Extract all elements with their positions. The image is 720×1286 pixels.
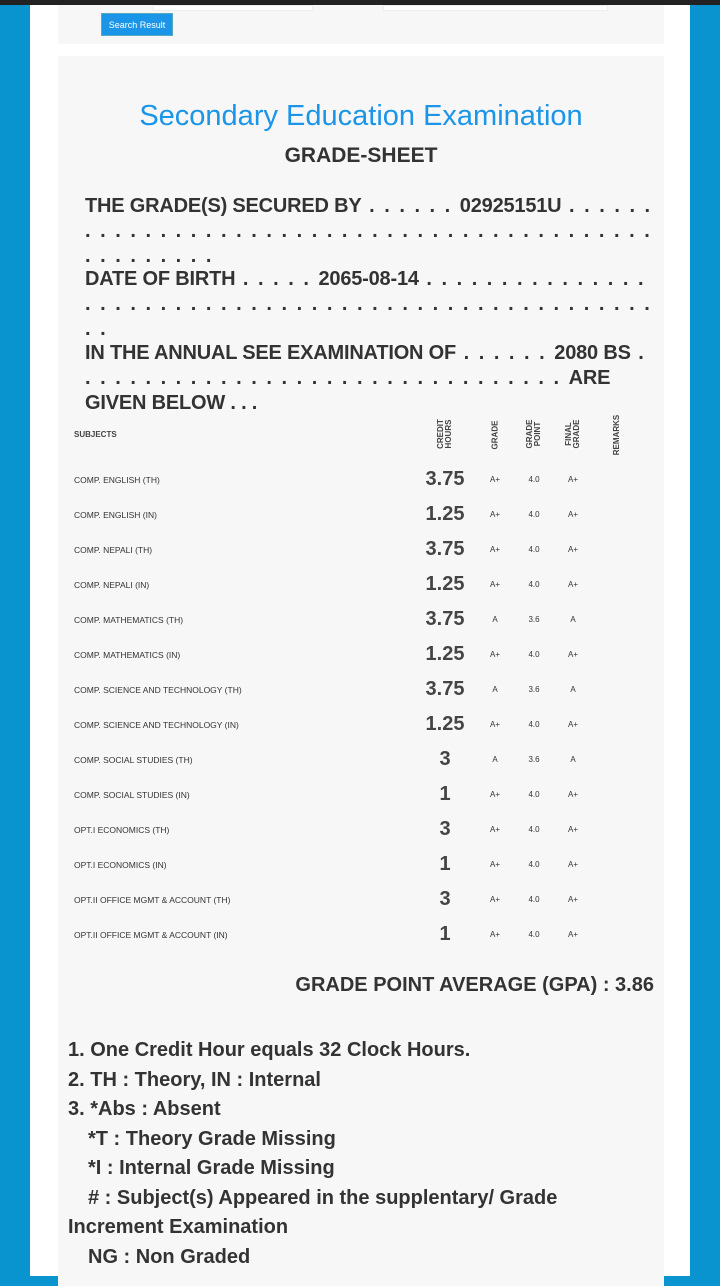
table-header: [64, 406, 642, 462]
remarks-cell: [592, 917, 642, 952]
credit-hours-cell: 3.75: [425, 468, 465, 490]
credit-hours-cell: 1.25: [425, 643, 465, 665]
dob-line: DATE OF BIRTH . . . . . 2065-08-14 . . . . . . . . . . . . . . . . . . . . . . . . . . . . . . . . . . . . . . . . . . . . . . . . . . . . . . .: [85, 268, 652, 340]
final-grade-cell: A+: [567, 860, 578, 869]
subject-cell: COMP. ENGLISH (IN): [74, 509, 157, 520]
exam-line: IN THE ANNUAL SEE EXAMINATION OF . . . . . . 2080 BS . . . . . . . . . . . . . . . . . . . . . . . . . . . . . . . . . ARE GIVEN BELOW . . .: [85, 342, 646, 414]
final-grade-cell: A+: [567, 790, 578, 799]
final-grade-cell: A+: [567, 650, 578, 659]
grade-cell: A+: [489, 790, 500, 799]
grade-point-cell: 3.6: [528, 755, 540, 764]
header-remarks: REMARKS: [611, 414, 621, 455]
header-credit-hours: CREDIT HOURS: [436, 419, 453, 449]
final-grade-cell: A+: [567, 510, 578, 519]
table-row: [64, 707, 642, 742]
grade-cell: A+: [489, 650, 500, 659]
remarks-cell: [592, 602, 642, 637]
final-grade-cell: A+: [567, 720, 578, 729]
table-row: [64, 742, 642, 777]
subject-cell: OPT.I ECONOMICS (IN): [74, 859, 167, 870]
remarks-cell: [592, 742, 642, 777]
grade-point-cell: 4.0: [528, 860, 540, 869]
grade-point-cell: 4.0: [528, 580, 540, 589]
table-row: [64, 567, 642, 602]
remarks-cell: [592, 882, 642, 917]
note: 1. One Credit Hour equals 32 Clock Hours.: [68, 1039, 471, 1061]
subject-cell: OPT.I ECONOMICS (TH): [74, 824, 170, 835]
header-grade: GRADE: [489, 420, 499, 449]
grade-point-cell: 4.0: [528, 895, 540, 904]
grade-cell: A: [492, 755, 498, 764]
subject-cell: COMP. SOCIAL STUDIES (TH): [74, 754, 193, 765]
table-row: [64, 777, 642, 812]
search-result-button[interactable]: Search Result: [101, 13, 173, 36]
search-field-2[interactable]: [383, 5, 608, 11]
credit-hours-cell: 3.75: [425, 538, 465, 560]
remarks-cell: [592, 847, 642, 882]
exam-suffix: ARE GIVEN BELOW . . .: [85, 367, 611, 414]
grade-cell: A: [492, 615, 498, 624]
grade-point-cell: 3.6: [528, 685, 540, 694]
grade-point-cell: 4.0: [528, 510, 540, 519]
note: *T : Theory Grade Missing: [88, 1127, 336, 1150]
remarks-cell: [592, 532, 642, 567]
dob-value: 2065-08-14: [318, 268, 419, 290]
subject-cell: COMP. SCIENCE AND TECHNOLOGY (IN): [74, 719, 239, 730]
grade-cell: A+: [489, 475, 500, 484]
credit-hours-cell: 1: [439, 853, 451, 875]
grade-point-cell: 4.0: [528, 720, 540, 729]
grade-point-cell: 4.0: [528, 825, 540, 834]
grade-point-cell: 4.0: [528, 930, 540, 939]
remarks-cell: [592, 707, 642, 742]
credit-hours-cell: 3: [439, 748, 451, 770]
header-grade-point: GRADE POINT: [525, 419, 542, 449]
final-grade-cell: A+: [567, 545, 578, 554]
note: *I : Internal Grade Missing: [88, 1157, 335, 1179]
credit-hours-cell: 1: [439, 783, 451, 805]
grades-table: [64, 406, 642, 952]
subject-cell: COMP. NEPALI (TH): [74, 544, 153, 555]
table-row: [64, 882, 642, 917]
remarks-cell: [592, 567, 642, 602]
grade-point-cell: 4.0: [528, 650, 540, 659]
final-grade-cell: A+: [567, 895, 578, 904]
grade-cell: A+: [489, 545, 500, 554]
final-grade-cell: A+: [567, 475, 578, 484]
credit-hours-cell: 3: [439, 818, 451, 840]
final-grade-cell: A+: [567, 825, 578, 834]
final-grade-cell: A+: [567, 580, 578, 589]
subject-cell: OPT.II OFFICE MGMT & ACCOUNT (TH): [74, 894, 231, 905]
grade-cell: A+: [489, 580, 500, 589]
secured-by-label: THE GRADE(S) SECURED BY: [85, 195, 362, 217]
notes: [68, 1036, 557, 1272]
secured-by-line: THE GRADE(S) SECURED BY . . . . . . 02925151U . . . . . . . . . . . . . . . . . . . . . . . . . . . . . . . . . . . . . . . . . . . . . . . . . . . . .: [85, 195, 653, 267]
note: 2. TH : Theory, IN : Internal: [68, 1068, 321, 1091]
credit-hours-cell: 1: [439, 923, 451, 945]
grade-sheet: [58, 56, 664, 1286]
grade-cell: A+: [489, 510, 500, 519]
remarks-cell: [592, 777, 642, 812]
final-grade-cell: A: [570, 615, 576, 624]
exam-title: Secondary Education Examination: [139, 100, 583, 132]
credit-hours-cell: 3.75: [425, 678, 465, 700]
final-grade-cell: A: [570, 755, 576, 764]
table-row: [64, 462, 642, 497]
credit-hours-cell: 3: [439, 888, 451, 910]
page-content: [30, 5, 690, 1276]
grade-cell: A: [492, 685, 498, 694]
subject-cell: COMP. SCIENCE AND TECHNOLOGY (TH): [74, 684, 242, 695]
note: NG : Non Graded: [88, 1245, 251, 1268]
gpa: GRADE POINT AVERAGE (GPA) : 3.86: [295, 974, 654, 996]
table-row: [64, 917, 642, 952]
credit-hours-cell: 1.25: [425, 573, 465, 595]
search-form: [58, 5, 664, 44]
table-row: [64, 637, 642, 672]
search-field-1[interactable]: [153, 5, 313, 11]
credit-hours-cell: 1.25: [425, 503, 465, 525]
table-row: [64, 532, 642, 567]
table-row: [64, 497, 642, 532]
grade-cell: A+: [489, 720, 500, 729]
remarks-cell: [592, 462, 642, 497]
remarks-cell: [592, 672, 642, 707]
table-row: [64, 602, 642, 637]
grade-sheet-heading: GRADE-SHEET: [284, 144, 438, 167]
note: 3. *Abs : Absent: [68, 1098, 221, 1120]
final-grade-cell: A: [570, 685, 576, 694]
grade-cell: A+: [489, 930, 500, 939]
table-row: [64, 847, 642, 882]
credit-hours-cell: 3.75: [425, 608, 465, 630]
grade-cell: A+: [489, 895, 500, 904]
grade-point-cell: 4.0: [528, 475, 540, 484]
note: Increment Examination: [68, 1216, 289, 1238]
header-subjects: SUBJECTS: [74, 429, 117, 439]
table-row: [64, 672, 642, 707]
header-final-grade: FINAL GRADE: [564, 419, 581, 449]
dob-label: DATE OF BIRTH: [85, 268, 236, 290]
grade-point-cell: 4.0: [528, 545, 540, 554]
table-row: [64, 812, 642, 847]
final-grade-cell: A+: [567, 930, 578, 939]
exam-year: 2080 BS: [554, 342, 631, 364]
remarks-cell: [592, 812, 642, 847]
grade-cell: A+: [489, 825, 500, 834]
symbol-number: 02925151U: [459, 195, 562, 217]
grade-point-cell: 3.6: [528, 615, 540, 624]
subject-cell: COMP. NEPALI (IN): [74, 579, 150, 590]
exam-label: IN THE ANNUAL SEE EXAMINATION OF: [85, 342, 457, 364]
subject-cell: OPT.II OFFICE MGMT & ACCOUNT (IN): [74, 929, 228, 940]
subject-cell: COMP. SOCIAL STUDIES (IN): [74, 789, 190, 800]
note: # : Subject(s) Appeared in the supplentary/ Grade: [88, 1186, 558, 1209]
grade-cell: A+: [489, 860, 500, 869]
remarks-cell: [592, 637, 642, 672]
subject-cell: COMP. MATHEMATICS (TH): [74, 614, 184, 625]
remarks-cell: [592, 497, 642, 532]
subject-cell: COMP. MATHEMATICS (IN): [74, 649, 181, 660]
subject-cell: COMP. ENGLISH (TH): [74, 474, 160, 485]
grade-point-cell: 4.0: [528, 790, 540, 799]
credit-hours-cell: 1.25: [425, 713, 465, 735]
